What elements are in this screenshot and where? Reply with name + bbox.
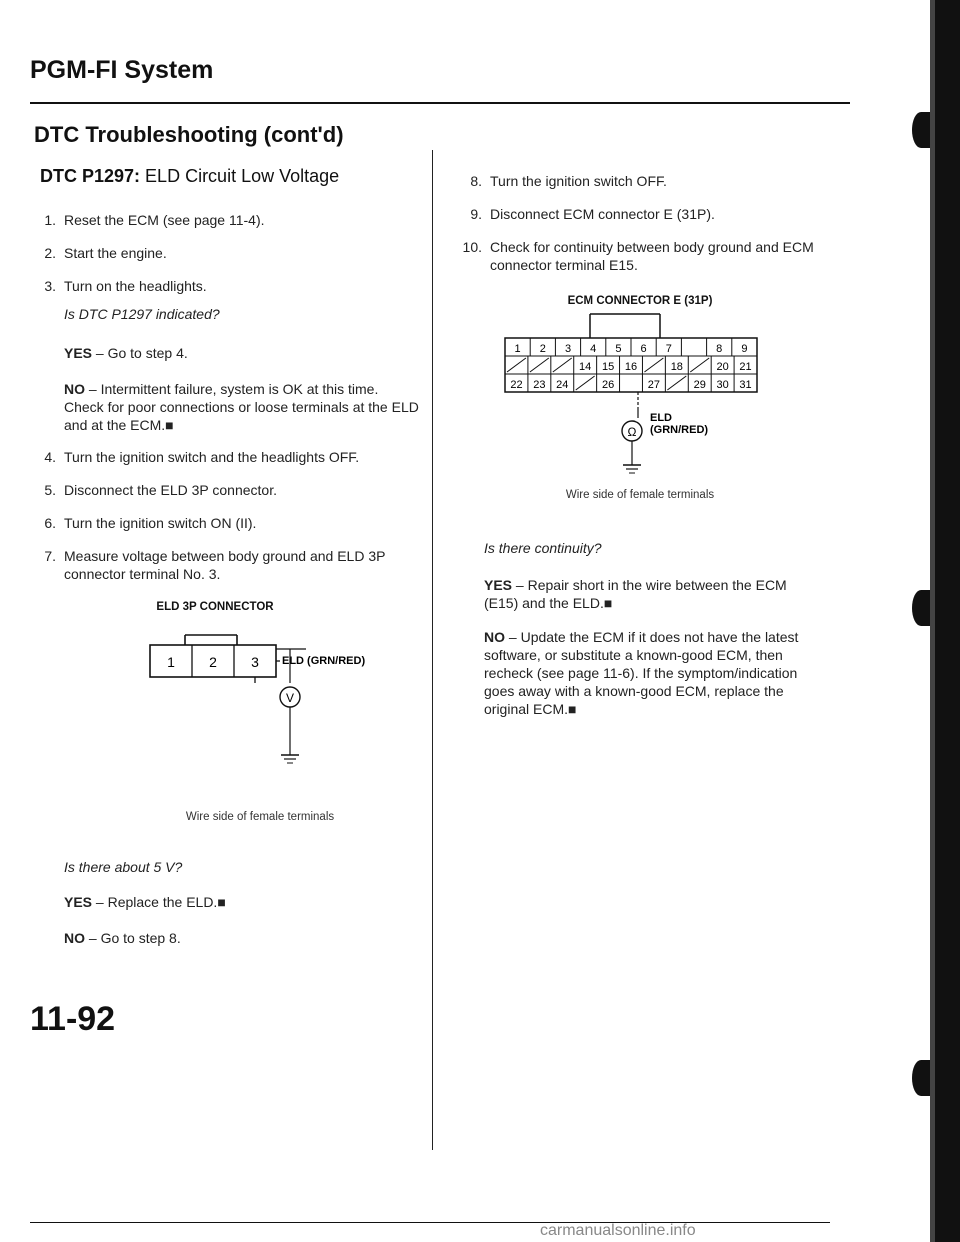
step-item: 5. Disconnect the ELD 3P connector. (44, 482, 277, 498)
ecm-pin: 18 (670, 361, 683, 373)
eld-connector-diagram (130, 625, 366, 825)
step-item: 8. Turn the ignition switch OFF. (470, 173, 667, 189)
ecm-pin: 3 (564, 343, 572, 355)
step-item: 9. Disconnect ECM connector E (31P). (470, 206, 715, 222)
dtc-description: ELD Circuit Low Voltage (140, 166, 340, 186)
ohmmeter-icon (622, 421, 642, 441)
question-3: Is there continuity? (484, 540, 602, 556)
ecm-pin: 20 (716, 361, 729, 373)
blank-pin-slash (690, 358, 709, 372)
ecm-pin: 15 (601, 361, 615, 373)
ecm-pin: 7 (665, 343, 672, 355)
svg-text:V: V (285, 691, 295, 705)
eld-caption: Wire side of female terminals (185, 811, 335, 823)
ecm-pin: 30 (716, 379, 729, 391)
step-item: 6. Turn the ignition switch ON (II). (44, 515, 257, 531)
ecm-pin: 16 (624, 361, 638, 373)
step-item: 2. Start the engine. (44, 245, 167, 261)
yes-3: YES – Repair short in the wire between the ECM (E15) and the ELD.■ (484, 577, 787, 611)
binder-tab-mark (912, 590, 930, 626)
pin-1: 1 (167, 654, 175, 670)
watermark: carmanualsonline.info (540, 1222, 696, 1239)
ecm-pin: 1 (514, 343, 521, 355)
header-rule (30, 102, 850, 104)
blank-pin-slash (644, 358, 663, 372)
page-number: 11-92 (30, 1000, 116, 1038)
step-item: 7. Measure voltage between body ground and ELD 3P connector terminal No. 3. (44, 548, 386, 582)
left-steps-2 (34, 448, 414, 583)
ecm-pin: 27 (647, 379, 661, 391)
question-1: Is DTC P1297 indicated? (64, 306, 220, 322)
voltmeter-icon (280, 687, 300, 707)
binder-tab-mark (912, 1060, 930, 1096)
page-edge-bar (935, 0, 960, 1242)
blank-pin-slash (507, 358, 526, 372)
dtc-code: DTC P1297: (40, 166, 141, 186)
ground-icon (623, 465, 641, 473)
ecm-pin: 5 (615, 343, 622, 355)
footer-rule (30, 1222, 830, 1223)
ecm-pin: 24 (556, 379, 569, 391)
step-item: 1. Reset the ECM (see page 11-4). (44, 212, 265, 228)
ecm-pin: 2 (539, 343, 546, 355)
svg-text:Ω: Ω (627, 425, 637, 439)
ground-icon (281, 755, 299, 763)
no-1: NO – Intermittent failure, system is OK at this time. Check for poor connections or loose terminals at the ELD and at the ECM.■ (64, 381, 419, 433)
ecm-pin: 31 (739, 379, 752, 391)
ecm-pin: 22 (510, 379, 523, 391)
step-item: 3. Turn on the headlights. (44, 278, 207, 294)
binder-tab-mark (912, 112, 930, 148)
ecm-connector-title: ECM CONNECTOR E (31P) (567, 295, 713, 307)
ecm-pin: 26 (601, 379, 615, 391)
ecm-pin: 29 (693, 379, 706, 391)
no-3: NO – Update the ECM if it does not have the latest software, or substitute a known-good ECM, then recheck (see page 11-6). If the symptom/indication goes away with a known-good ECM, replace the original ECM.■ (484, 629, 799, 717)
blank-pin-slash (553, 358, 572, 372)
ecm-pin: 23 (533, 379, 546, 391)
pin-3: 3 (251, 654, 259, 670)
eld-wire-label: ELD (GRN/RED) (282, 655, 366, 667)
section-title: DTC Troubleshooting (cont'd) (34, 122, 344, 147)
pin-2: 2 (209, 654, 217, 670)
ecm-pin: 21 (739, 361, 752, 373)
yes-2: YES – Replace the ELD.■ (64, 894, 226, 910)
step-item: 10. Check for continuity between body ground and ECM connector terminal E15. (462, 239, 814, 273)
step-item: 4. Turn the ignition switch and the headlights OFF. (44, 449, 360, 465)
ecm-wire-label: ELD (650, 412, 672, 424)
page-title: PGM-FI System (30, 56, 214, 84)
ecm-pin: 4 (590, 343, 597, 355)
dtc-heading (40, 166, 339, 187)
right-steps (460, 172, 830, 274)
ecm-pin: 9 (741, 343, 748, 355)
ecm-pin: 8 (716, 343, 723, 355)
no-2: NO – Go to step 8. (64, 930, 181, 946)
left-steps-1 (34, 211, 414, 295)
eld-connector-title: ELD 3P CONNECTOR (156, 601, 274, 613)
ecm-pin: 14 (579, 361, 592, 373)
blank-pin-slash (576, 376, 595, 390)
column-divider (432, 150, 433, 1150)
blank-pin-slash (530, 358, 549, 372)
ecm-pin: 6 (640, 343, 647, 355)
ecm-pin-grid (507, 338, 752, 392)
yes-1: YES – Go to step 4. (64, 345, 188, 361)
blank-pin-slash (667, 376, 686, 390)
question-2: Is there about 5 V? (64, 859, 183, 875)
ecm-connector-diagram (500, 310, 780, 490)
ecm-caption: Wire side of female terminals (565, 489, 715, 501)
ecm-wire-color: (GRN/RED) (650, 424, 709, 436)
